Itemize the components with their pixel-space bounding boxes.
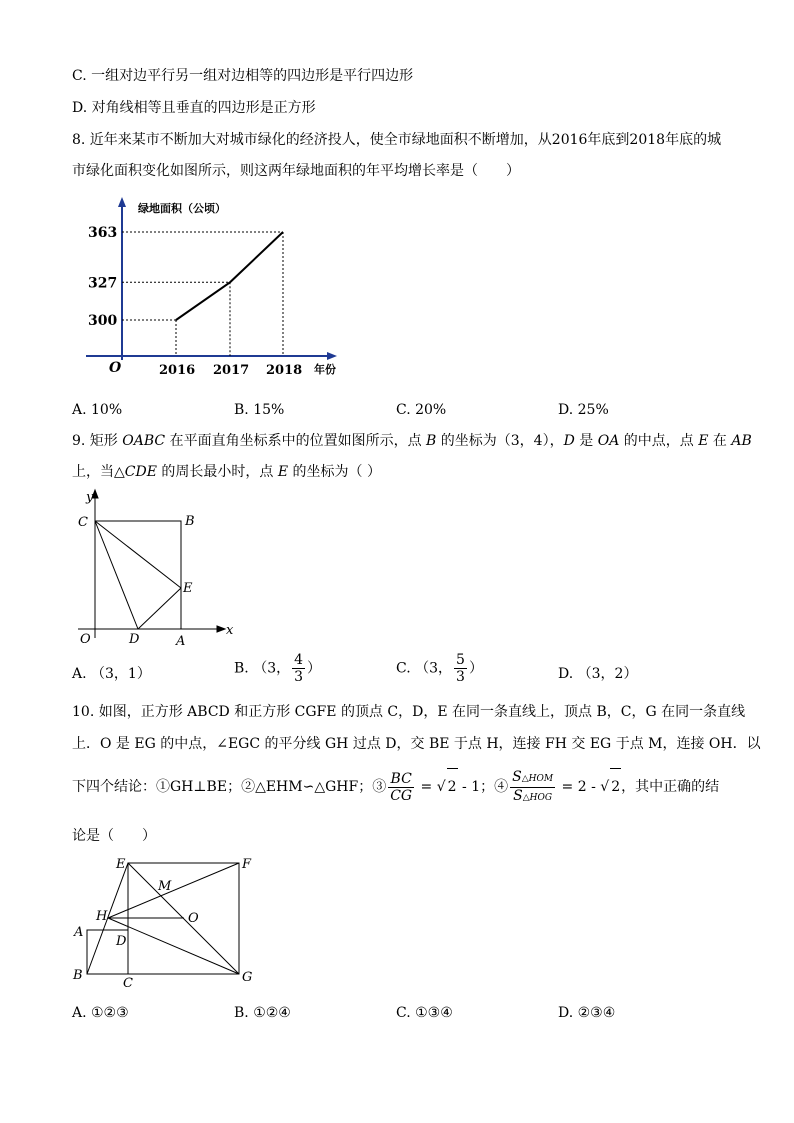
q10-label-c: C xyxy=(123,976,133,991)
q10-label-o: O xyxy=(188,911,199,926)
q10-fraction-bc-cg: $\frac{BC}{CG}$ xyxy=(390,770,413,804)
q8-stem-line1: 8. 近年来某市不断加大对城市绿化的经济投人，使全市绿地面积不断增加，从2016年底到2018年底的城 xyxy=(72,132,722,148)
q10-label-e: E xyxy=(116,857,126,872)
q8-option-c[interactable]: C. 20% xyxy=(396,402,447,418)
q10-label-h: H xyxy=(96,909,108,924)
q8-stem-line2: 市绿化面积变化如图所示，则这两年绿地面积的年平均增长率是（ ） xyxy=(72,163,520,179)
q10-label-b: B xyxy=(73,968,83,983)
q9-x-arrow xyxy=(217,626,225,632)
q9-segment-de xyxy=(138,588,181,629)
q8-option-a[interactable]: A. 10% xyxy=(72,402,123,418)
q10-option-b[interactable]: B. ①②④ xyxy=(234,1005,291,1021)
q9-option-a[interactable]: A. （3，1） xyxy=(72,666,151,682)
q8-option-b[interactable]: B. 15% xyxy=(234,402,285,418)
y-axis-arrow xyxy=(118,197,126,207)
q8-line-chart xyxy=(0,0,794,400)
q9-label-b: B xyxy=(185,514,195,529)
q9-label-o: O xyxy=(80,632,91,647)
q10-label-d: D xyxy=(116,934,127,949)
x-tick-label-2018: 2018 xyxy=(266,363,303,378)
q9-stem-line2: 上，当△CDE 的周长最小时，点 E 的坐标为（ ） xyxy=(72,464,381,480)
q10-option-c[interactable]: C. ①③④ xyxy=(396,1005,453,1021)
q9-label-e: E xyxy=(183,581,193,596)
y-tick-label-363: 363 xyxy=(88,225,118,241)
q10-stem-line2: 上．O 是 EG 的中点，∠EGC 的平分线 GH 过点 D，交 BE 于点 H，连接 FH 交 EG 于点 M，连接 OH．以 xyxy=(72,736,761,752)
x-tick-label-2016: 2016 xyxy=(159,363,196,378)
q10-stem-line4: 论是（ ） xyxy=(72,828,156,844)
q9-option-c[interactable]: C. （3， $\frac{5}{3}$ ） xyxy=(396,652,483,685)
q9-label-d: D xyxy=(129,632,140,647)
q9-label-y: y xyxy=(86,490,94,505)
q7-option-d: D. 对角线相等且垂直的四边形是正方形 xyxy=(72,100,316,116)
q9-option-d[interactable]: D. （3，2） xyxy=(558,666,638,682)
q10-option-a[interactable]: A. ①②③ xyxy=(72,1005,129,1021)
q10-stem-line3: 下四个结论：①GH⊥BE；②△EHM∽△GHF；③ $\frac{BC}{CG}$ = √ 2 - 1；④ $\frac{\text{S△HOM}}{\text{S△HOG}}$ = 2 - √ 2，其中正确的结 xyxy=(72,768,720,804)
y-axis-label: 绿地面积（公顷） xyxy=(138,202,226,215)
q9-label-c: C xyxy=(78,515,88,530)
q9-label-x: x xyxy=(226,623,234,638)
x-axis-label: 年份 xyxy=(314,363,336,376)
y-tick-label-300: 300 xyxy=(88,313,118,329)
q7-option-c: C. 一组对边平行另一组对边相等的四边形是平行四边形 xyxy=(72,68,414,84)
q8-option-d[interactable]: D. 25% xyxy=(558,402,609,418)
q9-label-a: A xyxy=(176,634,186,649)
y-tick-label-327: 327 xyxy=(88,275,118,292)
q10-label-g: G xyxy=(242,970,253,985)
q10-figure xyxy=(64,852,264,992)
q9-option-b[interactable]: B. （3， $\frac{4}{3}$ ） xyxy=(234,652,322,685)
origin-label: O xyxy=(109,360,122,376)
q10-fraction-area-ratio: $\frac{\text{S△HOM}}{\text{S△HOG}}$ xyxy=(512,768,554,804)
x-tick-label-2017: 2017 xyxy=(213,363,250,378)
q10-label-a: A xyxy=(74,925,84,940)
q9-rectangle xyxy=(95,521,181,629)
q10-option-d[interactable]: D. ②③④ xyxy=(558,1005,616,1021)
q9-figure xyxy=(70,488,240,650)
q9-stem-line1: 9. 矩形 OABC 在平面直角坐标系中的位置如图所示，点 B 的坐标为（3，4），D 是 OA 的中点，点 E 在 AB xyxy=(72,433,752,449)
q10-label-m: M xyxy=(158,879,172,894)
q10-stem-line1: 10. 如图，正方形 ABCD 和正方形 CGFE 的顶点 C，D，E 在同一条直线上，顶点 B，C，G 在同一条直线 xyxy=(72,704,746,720)
x-axis-arrow xyxy=(327,352,337,360)
q10-label-f: F xyxy=(242,857,252,872)
